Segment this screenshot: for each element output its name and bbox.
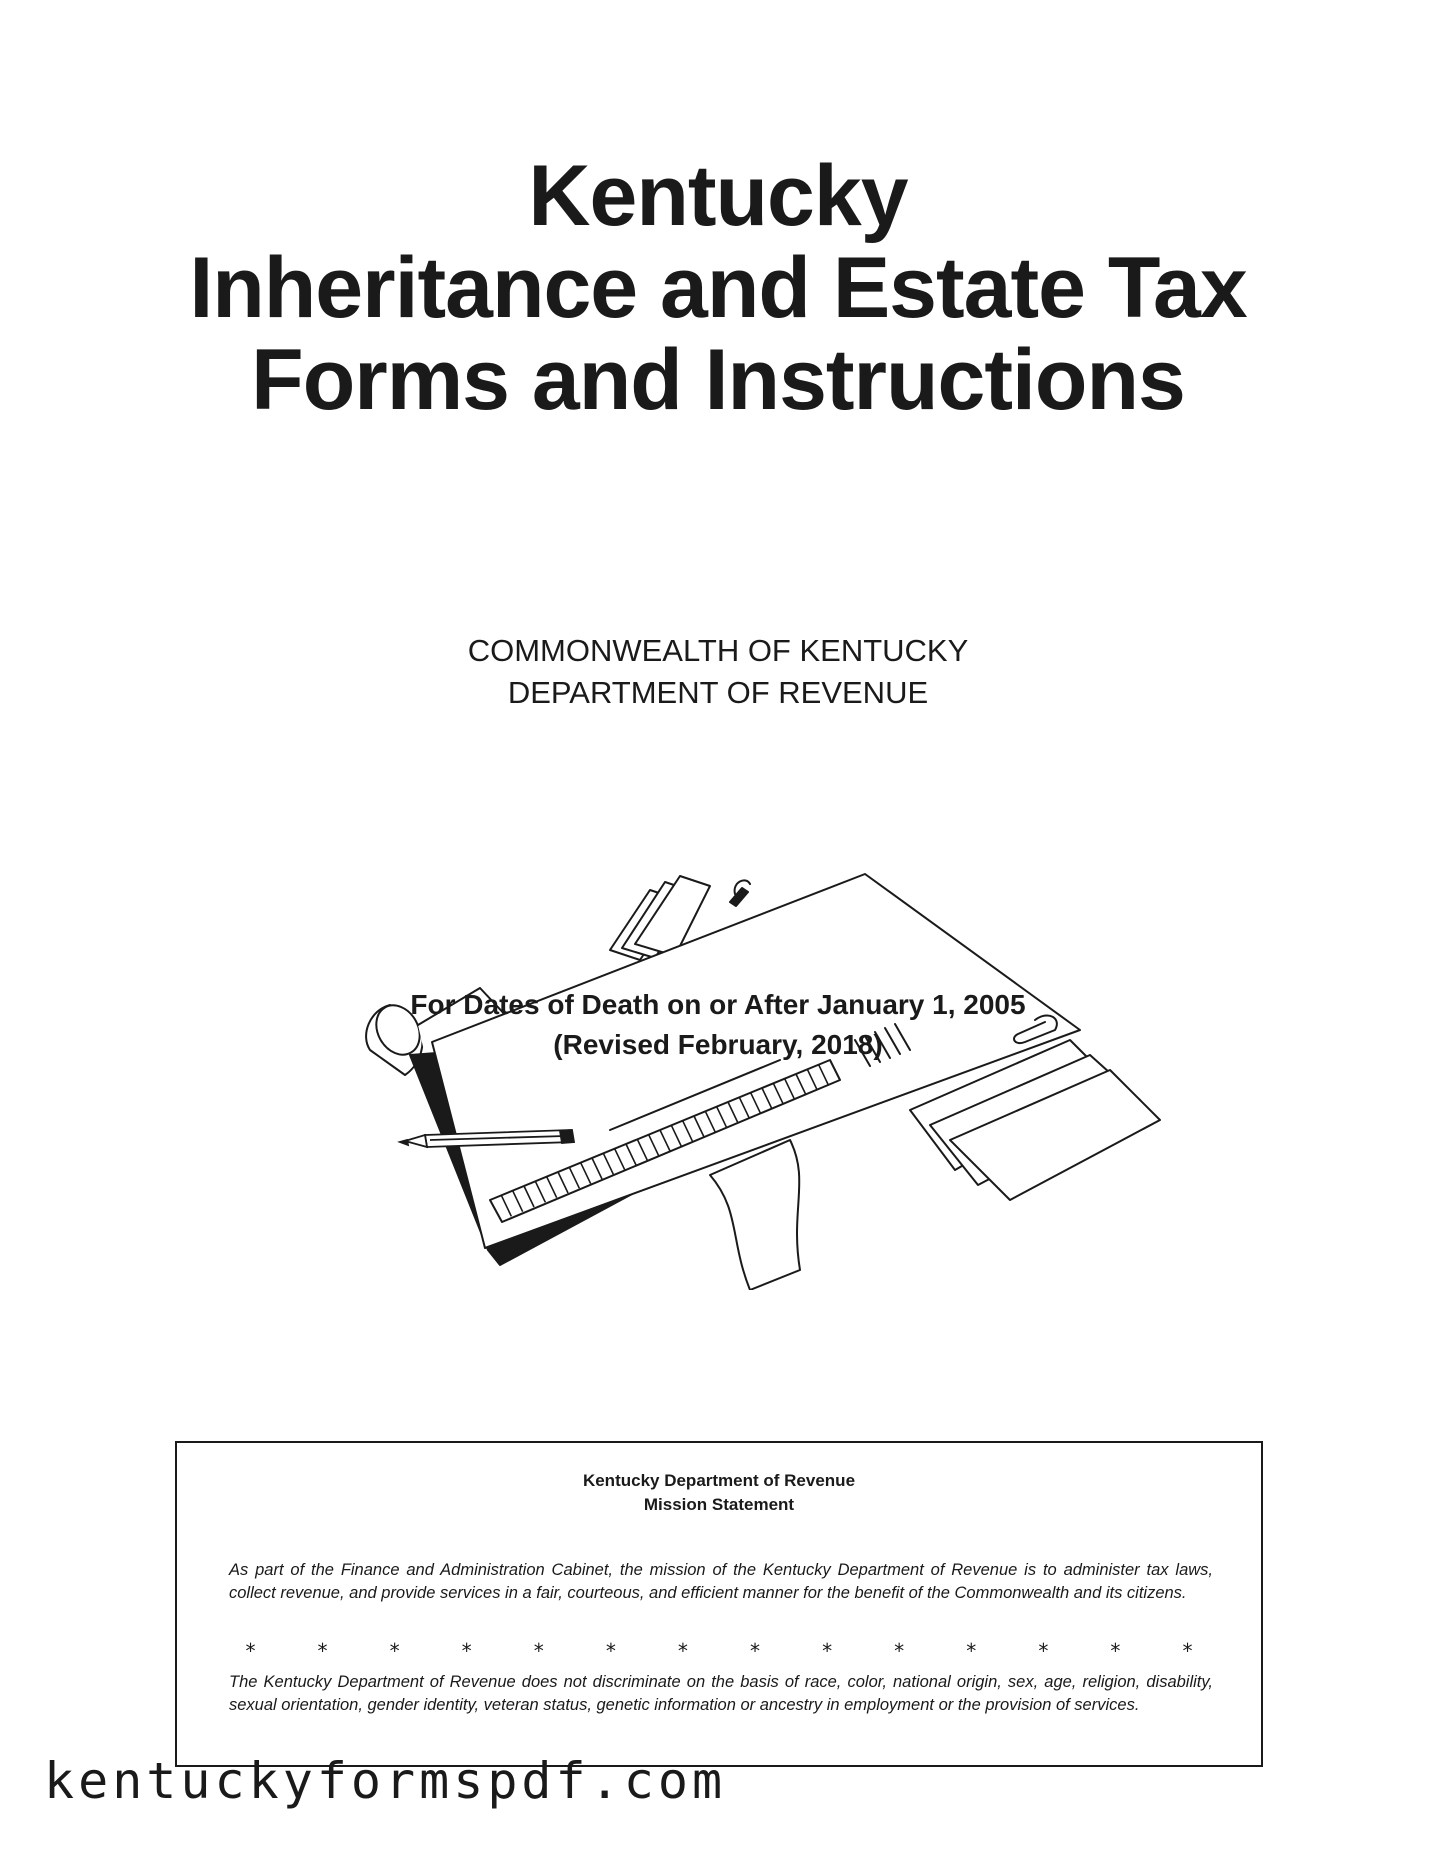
title-line-2: Inheritance and Estate Tax <box>189 240 1247 336</box>
dates-line-1: For Dates of Death on or After January 1, 2005 <box>410 989 1026 1020</box>
mission-heading <box>177 1469 1261 1517</box>
mission-statement-box <box>175 1441 1263 1767</box>
mission-heading-line-1: Kentucky Department of Revenue <box>582 1471 856 1490</box>
watermark: kentuckyformspdf.com <box>44 1752 727 1810</box>
asterisk-separator: * * * * * * * * * * * * * * <box>244 1639 1218 1663</box>
dates-line-2: (Revised February, 2018) <box>553 1029 883 1060</box>
effective-dates <box>0 985 1436 1065</box>
title-line-3: Forms and Instructions <box>251 332 1185 428</box>
agency-name <box>0 630 1436 714</box>
mission-heading-line-2: Mission Statement <box>643 1495 795 1514</box>
nondiscrimination-paragraph: The Kentucky Department of Revenue does not discriminate on the basis of race, color, national origin, sex, age, religion, disability, sexual orientation, gender identity, veteran status, genetic information or ancestry in employment or the provision of services. <box>229 1673 1213 1714</box>
agency-line-1: COMMONWEALTH OF KENTUCKY <box>467 633 969 668</box>
agency-line-2: DEPARTMENT OF REVENUE <box>507 675 929 710</box>
tax-forms-illustration <box>310 870 1170 1290</box>
document-title <box>0 150 1436 426</box>
title-line-1: Kentucky <box>528 148 908 244</box>
mission-paragraph: As part of the Finance and Administration Cabinet, the mission of the Kentucky Department of Revenue is to administer tax laws, collect revenue, and provide services in a fair, courteous, and efficient manner for the benefit of the Commonwealth and its citizens. <box>229 1561 1213 1602</box>
